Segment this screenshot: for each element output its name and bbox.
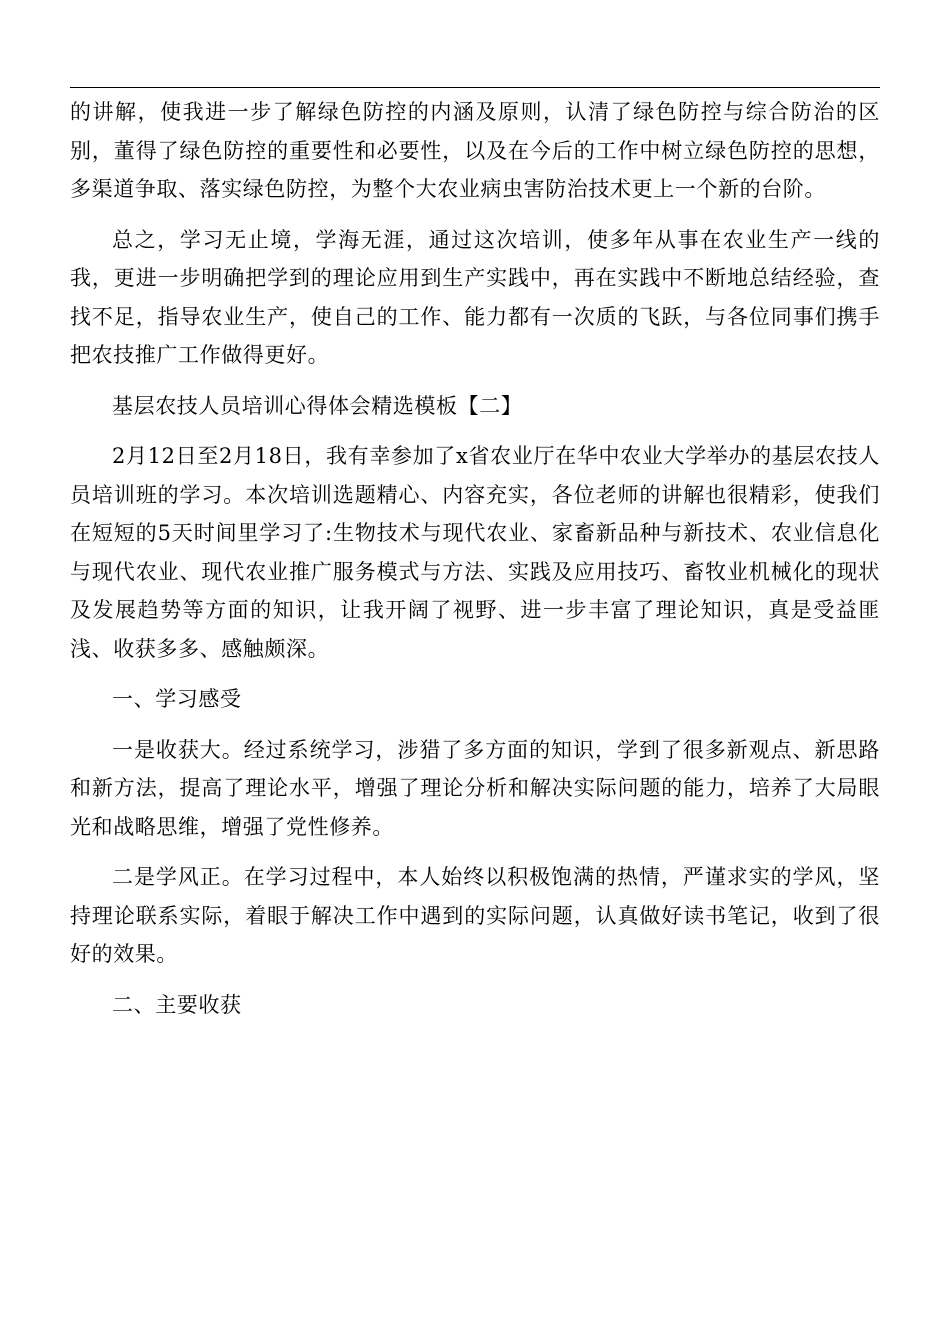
paragraph-gap — [70, 425, 880, 437]
subheading-1: 一、学习感受 — [112, 687, 242, 711]
paragraph-3: 2月12日至2月18日，我有幸参加了x省农业厅在华中农业大学举办的基层农技人员培训班的学习。本次培训选题精心、内容充实，各位老师的讲解也很精彩，使我们在短短的5天时间里学习了:生物技术与现代农业、家畜新品种与新技术、农业信息化与现代农业、现代农业推广服务模式与方法、实践及应用技巧、畜牧业机械化的现状及发展趋势等方面的知识，让我开阔了视野、进一步丰富了理论知识，真是受益匪浅、收获多多、感触颇深。 — [70, 444, 880, 661]
paragraph-5: 二是学风正。在学习过程中，本人始终以积极饱满的热情，严谨求实的学风，坚持理论联系实际，着眼于解决工作中遇到的实际问题，认真做好读书笔记，收到了很好的效果。 — [70, 865, 880, 966]
paragraph-gap — [70, 668, 880, 680]
paragraph-gap — [70, 719, 880, 731]
header-rule — [70, 87, 880, 88]
paragraph-1: 的讲解，使我进一步了解绿色防控的内涵及原则，认清了绿色防控与综合防治的区别，董得了绿色防控的重要性和必要性，以及在今后的工作中树立绿色防控的思想，多渠道争取、落实绿色防控，为整个大农业病虫害防治技术更上一个新的台阶。 — [70, 100, 880, 201]
section-title: 基层农技人员培训心得体会精选模板【二】 — [112, 393, 523, 418]
paragraph-4: 一是收获大。经过系统学习，涉猎了多方面的知识，学到了很多新观点、新思路和新方法，提高了理论水平，增强了理论分析和解决实际问题的能力，培养了大局眼光和战略思维，增强了党性修养。 — [70, 737, 880, 839]
paragraph-gap — [70, 375, 880, 387]
paragraph-2: 总之，学习无止境，学海无涯，通过这次培训，使多年从事在农业生产一线的我，更进一步明确把学到的理论应用到生产实践中，再在实践中不断地总结经验，查找不足，指导农业生产，使自己的工作、能力都有一次质的飞跃，与各位同事们携手把农技推广工作做得更好。 — [70, 227, 880, 367]
paragraph-gap — [70, 974, 880, 986]
paragraph-gap — [70, 209, 880, 221]
paragraph-gap — [70, 846, 880, 858]
subheading-2: 二、主要收获 — [112, 992, 242, 1017]
document-body — [70, 93, 880, 1024]
